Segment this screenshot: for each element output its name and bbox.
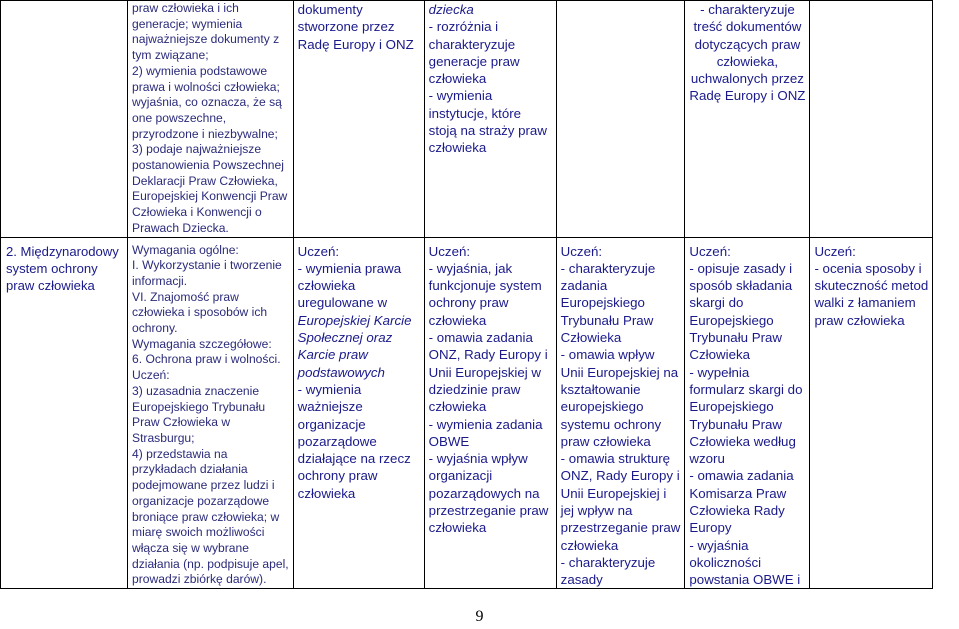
- text-line: 4) przedstawia na: [132, 446, 228, 461]
- text-line: powstania OBWE i: [689, 572, 801, 588]
- text-line: - omawia zadania: [689, 468, 794, 484]
- text-line: dziecka: [428, 2, 474, 17]
- text-line: - omawia zadania: [428, 330, 533, 346]
- text-line: I. Wykorzystanie i tworzenie: [132, 258, 282, 273]
- text-line: Karcie praw: [297, 347, 368, 363]
- text-line: Europejskiej Konwencji Praw: [132, 189, 288, 204]
- text-line: praw człowieka: [814, 312, 905, 328]
- text-line: przestrzeganie praw: [560, 520, 681, 536]
- text-line: działania (np. podpisuje apel,: [132, 556, 289, 571]
- text-line: Radę Europy i ONZ: [689, 88, 806, 104]
- text-line: - ocenia sposoby i: [814, 260, 922, 276]
- table-cell: [293, 1, 424, 238]
- table-row: [1, 1, 933, 238]
- text-line: działające na rzecz: [297, 451, 411, 467]
- text-line: zadania: [560, 278, 608, 294]
- text-line: stoją na straży praw: [428, 123, 547, 139]
- text-line: praw człowieka: [560, 433, 651, 449]
- text-line: treść dokumentów: [693, 19, 802, 35]
- text-line: okoliczności: [689, 554, 762, 570]
- text-line: sposób składania: [689, 278, 793, 294]
- text-line: Uczeń:: [814, 243, 856, 259]
- text-line: 2) wymienia podstawowe: [132, 63, 268, 78]
- text-line: Uczeń:: [132, 368, 170, 383]
- text-line: Unii Europejskiej w: [428, 364, 542, 380]
- text-line: europejskiego: [560, 399, 644, 415]
- text-line: 6. Ochrona praw i wolności.: [132, 352, 281, 367]
- text-line: skargi do: [689, 295, 744, 311]
- text-line: uchwalonych przez: [690, 71, 804, 87]
- text-line: Komisarza Praw: [689, 485, 787, 501]
- text-line: systemu ochrony: [560, 416, 662, 432]
- text-line: Europejskiego: [560, 295, 645, 311]
- text-line: praw człowieka i ich: [132, 1, 239, 15]
- table-cell: [1, 237, 128, 589]
- text-line: kształtowanie: [560, 381, 641, 397]
- text-line: Trybunału Praw: [689, 330, 783, 346]
- text-line: zasady: [560, 572, 603, 588]
- table-cell: [556, 237, 685, 589]
- text-line: Radę Europy i ONZ: [297, 36, 414, 52]
- text-line: organizacje: [297, 416, 366, 432]
- text-line: organizacje pozarządowe: [132, 493, 270, 508]
- text-line: - wypełnia: [689, 364, 750, 380]
- table-cell: [128, 237, 294, 589]
- text-line: Człowieka: [560, 330, 622, 346]
- text-line: - wymienia: [428, 88, 493, 104]
- text-line: ONZ, Rady Europy i: [428, 347, 548, 363]
- text-line: skuteczność metod: [814, 278, 929, 294]
- text-line: tym związane;: [132, 48, 209, 63]
- table-cell: [810, 237, 933, 589]
- table-cell: [685, 1, 810, 238]
- text-line: miarę swoich możliwości: [132, 525, 265, 540]
- text-line: Uczeń:: [689, 243, 731, 259]
- text-line: Europy: [689, 520, 732, 536]
- text-line: dokumenty: [297, 2, 363, 17]
- text-line: najważniejsze dokumenty z: [132, 32, 280, 47]
- text-line: człowieka: [297, 278, 356, 294]
- text-line: Wymagania szczegółowe:: [132, 336, 272, 351]
- text-line: Europejskiej Karcie: [297, 312, 412, 328]
- text-line: człowieka: [560, 537, 619, 553]
- text-line: człowieka: [428, 399, 487, 415]
- text-line: 2. Międzynarodowy: [6, 243, 119, 259]
- text-line: OBWE: [428, 433, 470, 449]
- table-cell: [293, 237, 424, 589]
- text-line: stworzone przez: [297, 19, 395, 35]
- text-line: przyrodzone i niezbywalne;: [132, 126, 278, 141]
- text-line: Prawach Dziecka.: [132, 220, 229, 235]
- text-line: Unii Europejskiej na: [560, 364, 679, 380]
- text-line: Człowieka Rady: [689, 503, 785, 518]
- text-line: przykładach działania: [132, 462, 248, 477]
- text-line: - charakteryzuje: [560, 554, 656, 570]
- text-line: pozarządowe: [297, 433, 377, 449]
- text-line: - opisuje zasady i: [689, 260, 793, 276]
- text-line: ochrony.: [132, 321, 178, 336]
- text-line: człowieka: [428, 71, 487, 87]
- table-cell: [556, 1, 685, 238]
- text-line: Europejskiego: [689, 399, 774, 415]
- text-line: - wyjaśnia wpływ: [428, 451, 528, 467]
- text-line: człowieka: [428, 520, 487, 536]
- text-line: człowieka i sposobów ich: [132, 305, 268, 320]
- text-line: generacje praw: [428, 53, 520, 69]
- text-line: Człowieka i Konwencji o: [132, 205, 262, 220]
- text-line: dotyczących praw: [694, 36, 801, 52]
- text-line: - omawia wpływ: [560, 347, 655, 363]
- text-line: Uczeń:: [560, 243, 603, 259]
- text-line: podstawowych: [297, 364, 385, 380]
- text-line: jej wpływ na: [560, 503, 633, 518]
- text-line: - omawia strukturę: [560, 451, 671, 467]
- text-line: Uczeń:: [428, 243, 471, 259]
- text-line: Trybunału Praw: [560, 312, 654, 328]
- text-line: człowieka,: [716, 53, 779, 69]
- text-line: wzoru: [689, 451, 725, 467]
- table-cell: [810, 1, 933, 238]
- text-line: - wymienia: [297, 381, 362, 397]
- text-line: Praw Człowieka w: [132, 415, 231, 430]
- table-cell: [1, 1, 128, 238]
- text-line: ochrony praw: [428, 295, 509, 311]
- text-line: organizacji: [428, 468, 493, 484]
- text-line: - charakteryzuje: [560, 260, 656, 276]
- text-line: informacji.: [132, 273, 188, 288]
- text-line: VI. Znajomość praw: [132, 289, 239, 304]
- text-line: - rozróżnia i: [428, 19, 499, 35]
- text-line: praw człowieka: [6, 277, 95, 293]
- text-line: Uczeń:: [297, 243, 340, 259]
- table-cell: [685, 237, 810, 589]
- text-line: ONZ, Rady Europy i: [560, 468, 680, 484]
- text-line: Trybunału Praw: [689, 416, 783, 432]
- text-line: - wymienia prawa: [297, 260, 402, 276]
- text-line: człowieka: [297, 485, 356, 501]
- text-line: dziedzinie praw: [428, 381, 521, 397]
- text-line: generacje; wymienia: [132, 16, 243, 31]
- text-line: wyjaśnia, co oznacza, że są: [132, 95, 282, 110]
- text-line: formularz skargi do: [689, 381, 803, 397]
- text-line: charakteryzuje: [428, 36, 516, 52]
- text-line: uregulowane w: [297, 295, 388, 311]
- table-cell: [128, 1, 294, 238]
- text-line: instytucje, które: [428, 105, 522, 121]
- text-line: 3) uzasadnia znaczenie: [132, 383, 260, 398]
- text-line: Deklaracji Praw Człowieka,: [132, 173, 278, 188]
- text-line: Człowieka według: [689, 433, 796, 449]
- table-cell: [424, 237, 556, 589]
- text-line: - wyjaśnia, jak: [428, 260, 513, 276]
- table-cell: [424, 1, 556, 238]
- text-line: broniące praw człowieka; w: [132, 509, 280, 524]
- text-line: 3) podaje najważniejsze: [132, 142, 262, 157]
- text-line: ochrony praw: [297, 468, 378, 484]
- text-line: - charakteryzuje: [700, 2, 795, 17]
- text-line: funkcjonuje system: [428, 278, 542, 294]
- text-line: prawa i wolności człowieka;: [132, 79, 280, 94]
- text-line: Unii Europejskiej i: [560, 485, 667, 501]
- text-line: włącza się w wybrane: [132, 540, 249, 555]
- text-line: system ochrony: [6, 260, 98, 276]
- text-line: prowadzi zbiórkę darów).: [132, 572, 267, 587]
- text-line: Europejskiego: [689, 312, 774, 328]
- text-line: Strasburgu;: [132, 430, 195, 445]
- text-line: człowieka: [428, 312, 487, 328]
- text-line: walki z łamaniem: [814, 295, 916, 311]
- page-number: 9: [475, 608, 484, 625]
- text-line: Europejskiego Trybunału: [132, 399, 266, 414]
- text-line: człowieka: [428, 140, 487, 156]
- table-row: [1, 237, 933, 589]
- text-line: - wymienia zadania: [428, 416, 543, 432]
- text-line: Człowieka: [689, 347, 751, 363]
- text-line: Wymagania ogólne:: [132, 242, 239, 257]
- text-line: Społecznej oraz: [297, 330, 393, 346]
- text-line: one powszechne,: [132, 110, 227, 125]
- text-line: pozarządowych na: [428, 485, 540, 501]
- text-line: ważniejsze: [297, 399, 363, 415]
- text-line: podejmowane przez ludzi i: [132, 478, 275, 493]
- text-line: przestrzeganie praw: [428, 503, 549, 518]
- text-line: postanowienia Powszechnej: [132, 158, 284, 173]
- text-line: - wyjaśnia: [689, 537, 749, 553]
